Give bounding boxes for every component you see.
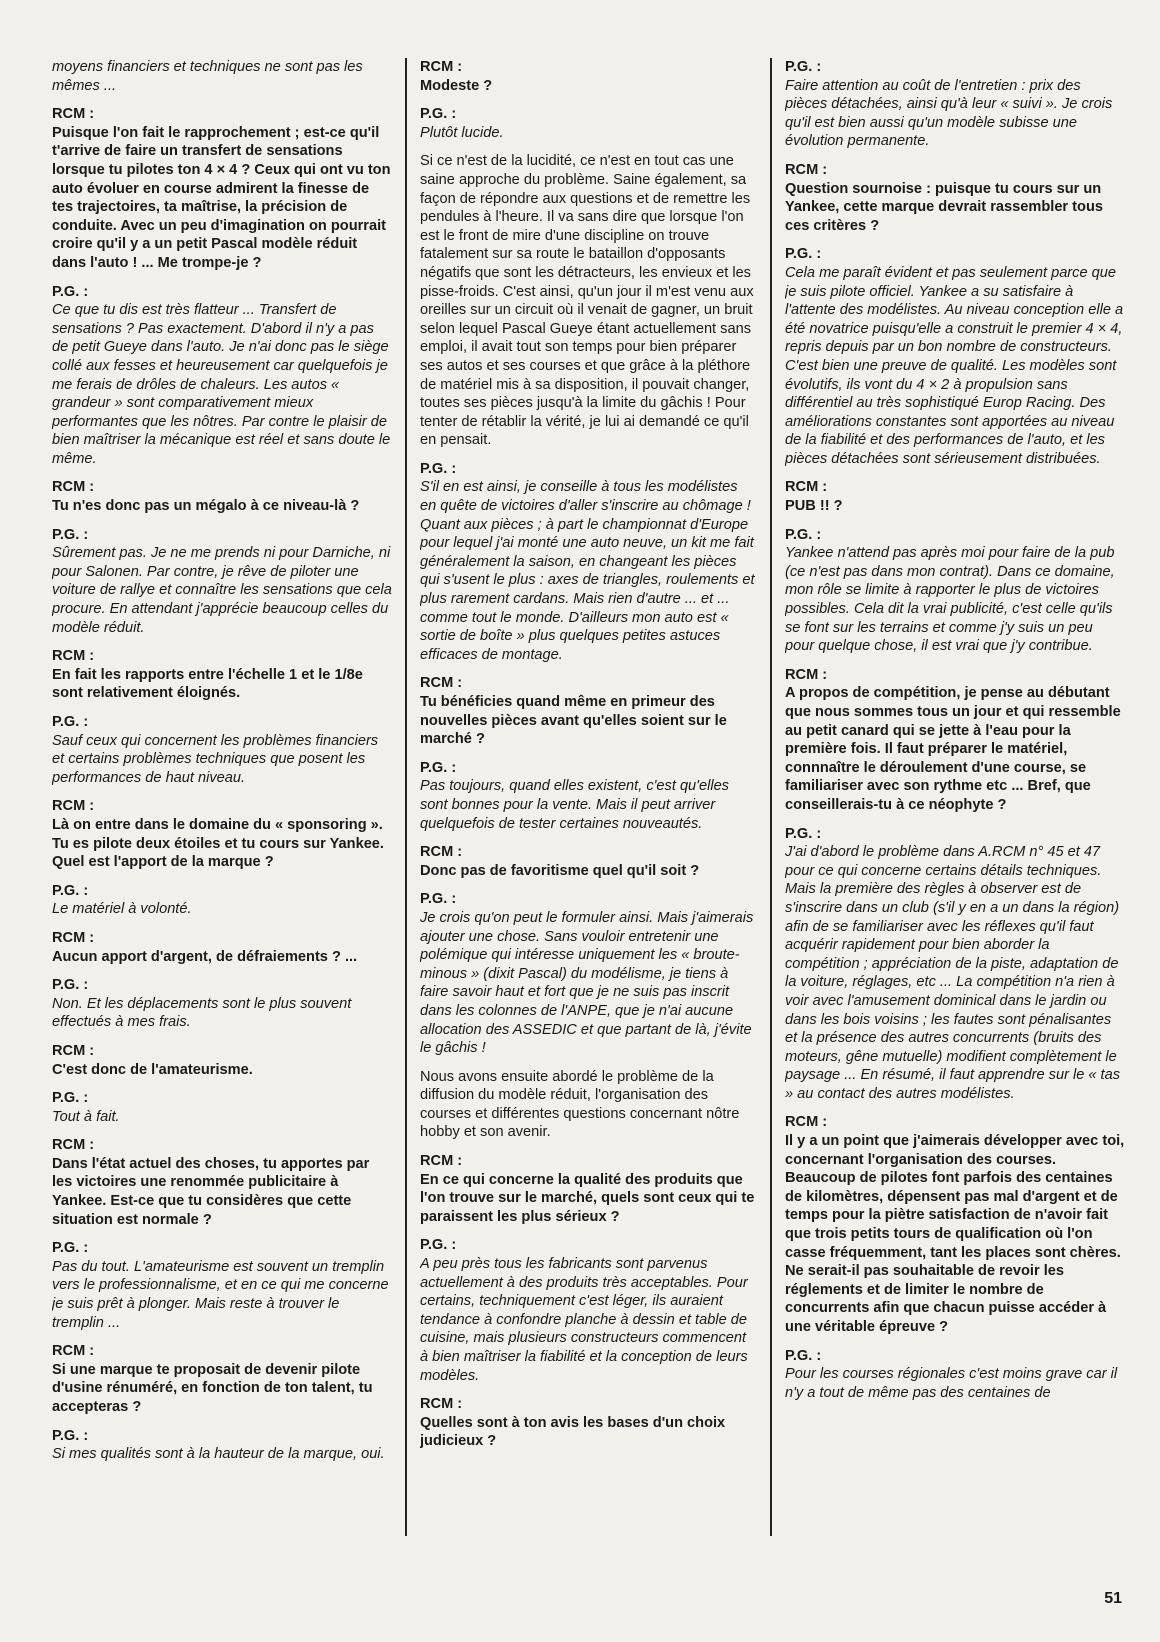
interview-question: Modeste ? bbox=[420, 77, 493, 94]
speaker-label: RCM : bbox=[420, 844, 463, 861]
speaker-label: RCM : bbox=[52, 798, 95, 815]
speaker-label: RCM : bbox=[785, 161, 828, 178]
speaker-label: P.G. : bbox=[420, 106, 457, 123]
interview-answer: moyens financiers et techniques ne sont pas les mêmes ... bbox=[52, 59, 363, 94]
speaker-label: P.G. : bbox=[52, 882, 89, 899]
interview-question: PUB !! ? bbox=[785, 498, 843, 515]
speaker-label: RCM : bbox=[52, 1137, 95, 1154]
speaker-label: RCM : bbox=[420, 675, 463, 692]
interview-question: Là on entre dans le domaine du « sponsoring ». Tu es pilote deux étoiles et tu cours sur Yankee. Quel est l'apport de la marque ? bbox=[52, 816, 384, 871]
interview-question: Tu bénéficies quand même en primeur des nouvelles pièces avant qu'elles soient sur le marché ? bbox=[420, 694, 727, 748]
interview-answer: Sauf ceux qui concernent les problèmes financiers et certains problèmes techniques que posent les performances de haut niveau. bbox=[52, 732, 379, 786]
speaker-label: RCM : bbox=[52, 479, 95, 496]
text-column-1 bbox=[52, 58, 392, 1618]
speaker-label: P.G. : bbox=[52, 977, 89, 994]
speaker-label: RCM : bbox=[52, 106, 95, 123]
narrative-paragraph: Nous avons ensuite abordé le problème de la diffusion du modèle réduit, l'organisation des courses et différentes questions concernant nôtre hobby et son avenir. bbox=[420, 1068, 740, 1141]
speaker-label: RCM : bbox=[785, 666, 828, 683]
interview-question: En ce qui concerne la qualité des produits que l'on trouve sur le marché, quels sont ceux qui te paraissent les plus sérieux ? bbox=[420, 1171, 755, 1225]
interview-answer: A peu près tous les fabricants sont parvenus actuellement à des produits très acceptables. Pour certains, techniquement c'est léger, ils auraient tendance à confondre planche à dessin et table de cuisine, mais plusieurs constructeurs commencent à bien maîtriser la fiabilité et la conception de leurs modèles. bbox=[420, 1256, 748, 1384]
interview-answer: Le matériel à volonté. bbox=[52, 901, 192, 918]
speaker-label: RCM : bbox=[420, 1396, 463, 1413]
interview-question: Question sournoise : puisque tu cours sur un Yankee, cette marque devrait rassembler tous ces critères ? bbox=[785, 180, 1103, 234]
interview-answer: Faire attention au coût de l'entretien : prix des pièces détachées, ainsi qu'à leur « suivi ». Je crois qu'il est bien aussi qu'un modèle subisse une évolution permanente. bbox=[785, 77, 1113, 150]
speaker-label: P.G. : bbox=[52, 526, 89, 543]
interview-answer: Pas toujours, quand elles existent, c'est qu'elles sont bonnes pour la vente. Mais il peut arriver quelquefois de tester certaines nouveautés. bbox=[420, 778, 729, 832]
speaker-label: P.G. : bbox=[420, 759, 457, 776]
interview-question: Aucun apport d'argent, de défraiements ? ... bbox=[52, 948, 358, 965]
speaker-label: RCM : bbox=[52, 648, 95, 665]
speaker-label: P.G. : bbox=[52, 714, 89, 730]
interview-answer: Sûrement pas. Je ne me prends ni pour Darniche, ni pour Salonen. Par contre, je rêve de piloter une voiture de rallye et connaître les sensations que cela procure. En attendant j'apprécie beaucoup celles du modèle réduit. bbox=[52, 545, 392, 636]
speaker-label: P.G. : bbox=[420, 460, 457, 477]
speaker-label: RCM : bbox=[785, 479, 828, 496]
speaker-label: RCM : bbox=[420, 1153, 463, 1170]
text-column-2 bbox=[420, 58, 756, 1618]
interview-question: En fait les rapports entre l'échelle 1 et le 1/8e sont relativement éloignés. bbox=[52, 666, 363, 702]
speaker-label: P.G. : bbox=[52, 1427, 89, 1444]
interview-question: Il y a un point que j'aimerais développer avec toi, concernant l'organisation des courses. Beaucoup de pilotes font parfois des centaines de kilomètres, dépensent pas mal d'argent et de temps pour la piètre satisfaction de n'avoir fait que trois petits tours de qualification où l'on casse fréquemment, tant les places sont chères. Ne serait-il pas souhaitable de revoir les réglements et de limiter le nombre de concurrents afin que chacun puisse accéder à une véritable épreuve ? bbox=[785, 1133, 1125, 1335]
speaker-label: RCM : bbox=[52, 1042, 95, 1059]
interview-answer: Cela me paraît évident et pas seulement parce que je suis pilote officiel. Yankee a su satisfaire à l'attente des modélistes. Au niveau conception elle a été novatrice puisqu'elle a construit le premier 4 × 4, repris depuis par un bon nombre de constructeurs. C'est bien une preuve de qualité. Les modèles sont évolutifs, ils vont du 4 × 2 à propulsion sans différentiel au très sophistiqué Europ Racing. Des améliorations constantes sont apportées au niveau de la fiabilité et des performances de l'auto, et les pièces détachées sont sérieusement distribuées. bbox=[785, 264, 1124, 467]
speaker-label: P.G. : bbox=[52, 1090, 89, 1107]
interview-answer: J'ai d'abord le problème dans A.RCM n° 45 et 47 pour ce qui concerne certains détails techniques. Mais la première des règles à observer est de s'inscrire dans un club (s'il y en a un dans la région) afin de se familiariser avec les réflexes qu'il faut acquérir rapidement pour bien aborder la compétition ; appréciation de la piste, adaptation de la voiture, réglages, etc ... La compétition n'a rien à voir avec l'amusement dominical dans le jardin ou dans les bois voisins ; les fautes sont pénalisantes et la présence des autres concurrents (bruits des moteurs, gêne mutuelle) modifient complètement le paysage ... En résumé, il faut apprendre sur le « tas » au contact des autres modélistes. bbox=[785, 844, 1121, 1102]
narrative-paragraph: Si ce n'est de la lucidité, ce n'est en tout cas une saine approche du problème. Saine également, sa façon de répondre aux questions et de remettre les pendules à l'heure. Il va sans dire que lorsque l'on est le front de mire d'une discipline on trouve fatalement sur sa route le bataillon d'opposants négatifs que sont les détracteurs, les envieux et les pisse-froids. C'est ainsi, qu'un jour il m'est venu aux oreilles sur un circuit où il venait de gagner, un bruit selon lequel Pascal Gueye étant actuellement sans emploi, il avait tout son temps pour bien préparer ses autos et ses courses et que grâce à la pléthore de matériel mis à sa disposition, il pouvait changer, toutes ses pièces jusqu'à la limite du gâchis ! Pour tenter de rétablir la vérité, je lui ai demandé ce qu'il en pensait. bbox=[420, 153, 754, 449]
speaker-label: P.G. : bbox=[785, 526, 822, 543]
speaker-label: P.G. : bbox=[420, 1237, 457, 1254]
interview-answer: Pas du tout. L'amateurisme est souvent un tremplin vers le professionnalisme, et en ce qui me concerne je suis prêt à plonger. Mais reste à trouver le tremplin ... bbox=[52, 1258, 389, 1331]
interview-answer: Pour les courses régionales c'est moins grave car il n'y a tout de même pas des centaines de bbox=[785, 1366, 1118, 1401]
interview-question: Dans l'état actuel des choses, tu apportes par les victoires une renommée publicitaire à Yankee. Est-ce que tu considères que cette situation est normale ? bbox=[52, 1155, 370, 1228]
interview-question: Donc pas de favoritisme quel qu'il soit ? bbox=[420, 862, 700, 879]
speaker-label: P.G. : bbox=[420, 891, 457, 908]
interview-question: Tu n'es donc pas un mégalo à ce niveau-là ? bbox=[52, 498, 360, 515]
speaker-label: RCM : bbox=[785, 1114, 828, 1131]
interview-answer: Si mes qualités sont à la hauteur de la marque, oui. bbox=[52, 1446, 385, 1463]
speaker-label: P.G. : bbox=[52, 1240, 89, 1257]
interview-answer: Tout à fait. bbox=[52, 1108, 120, 1125]
interview-answer: Yankee n'attend pas après moi pour faire de la pub (ce n'est pas dans mon contrat). Dans ce domaine, mon rôle se limite à rapporter le plus de victoires possibles. Cela dit la vrai publicité, c'est celle qu'ils se font sur les terrains et comme j'y suis un peu pour quelque chose, il est vrai que j'y contribue. bbox=[785, 545, 1115, 655]
speaker-label: P.G. : bbox=[785, 825, 822, 842]
speaker-label: P.G. : bbox=[785, 1347, 822, 1364]
interview-answer: Je crois qu'on peut le formuler ainsi. Mais j'aimerais ajouter une chose. Sans vouloir entretenir une polémique qui intéresse uniquement les « broute-minous » (dixit Pascal) du modélisme, je tiens à faire savoir haut et fort que je ne suis pas inscrit dans les colonnes de l'ANPE, que je n'ai aucune allocation des ASSEDIC et que partant de là, j'évite le gâchis ! bbox=[420, 909, 754, 1057]
text-column-3 bbox=[785, 58, 1125, 1618]
speaker-label: P.G. : bbox=[52, 283, 89, 300]
interview-question: A propos de compétition, je pense au débutant que nous sommes tous un jour et qui ressemble au petit canard qui se jette à l'eau pour la première fois. Il faut préparer le matériel, connnaître le déroulement d'une course, se familiariser avec son rythme etc ... Bref, que conseillerais-tu à ce néophyte ? bbox=[785, 685, 1121, 813]
speaker-label: P.G. : bbox=[785, 246, 822, 263]
interview-question: Puisque l'on fait le rapprochement ; est-ce qu'il t'arrive de faire un transfert de sensations lorsque tu pilotes ton 4 × 4 ? Ceux qui ont vu ton auto évoluer en course admirent la finesse de tes trajectoires, ta maîtrise, la précision de conduite. Avec un peu d'imagination on pourrait croire qu'il y a un petit Pascal modèle réduit dans l'auto ! ... Me trompe-je ? bbox=[52, 124, 391, 271]
interview-answer: Ce que tu dis est très flatteur ... Transfert de sensations ? Pas exactement. D'abord il n'y a pas de petit Gueye dans l'auto. Je n'ai donc pas le siège collé aux fesses et heureusement car quelquefois je me ferais de drôles de chaleurs. Les autos « grandeur » sont comparativement mieux performantes que les nôtres. Par contre le plaisir de bien maîtriser la mécanique est réel et sans doute le même. bbox=[52, 302, 391, 467]
interview-question: C'est donc de l'amateurisme. bbox=[52, 1061, 253, 1078]
interview-question: Quelles sont à ton avis les bases d'un choix judicieux ? bbox=[420, 1414, 726, 1450]
interview-answer: Non. Et les déplacements sont le plus souvent effectués à mes frais. bbox=[52, 995, 352, 1031]
page-number: 51 bbox=[1104, 1590, 1122, 1607]
column-divider bbox=[405, 58, 407, 1536]
interview-answer: Plutôt lucide. bbox=[420, 124, 504, 141]
speaker-label: RCM : bbox=[420, 59, 463, 75]
interview-question: Si une marque te proposait de devenir pilote d'usine rénuméré, en fonction de ton talent, tu accepteras ? bbox=[52, 1361, 373, 1415]
interview-answer: S'il en est ainsi, je conseille à tous les modélistes en quête de victoires d'aller s'inscrire au chômage ! Quant aux pièces ; à part le championnat d'Europe pour lequel j'ai monté une auto neuve, un kit me fait généralement la saison, en changeant les pièces qui s'usent le plus : axes de triangles, roulements et plus rarement cardans. Mais rien d'autre ... et ... comme tout le monde. D'ailleurs mon auto est « sortie de boîte » plus quelques petites astuces efficaces de montage. bbox=[420, 479, 755, 663]
speaker-label: P.G. : bbox=[785, 59, 822, 75]
speaker-label: RCM : bbox=[52, 1343, 95, 1360]
speaker-label: RCM : bbox=[52, 929, 95, 946]
column-divider bbox=[770, 58, 772, 1536]
